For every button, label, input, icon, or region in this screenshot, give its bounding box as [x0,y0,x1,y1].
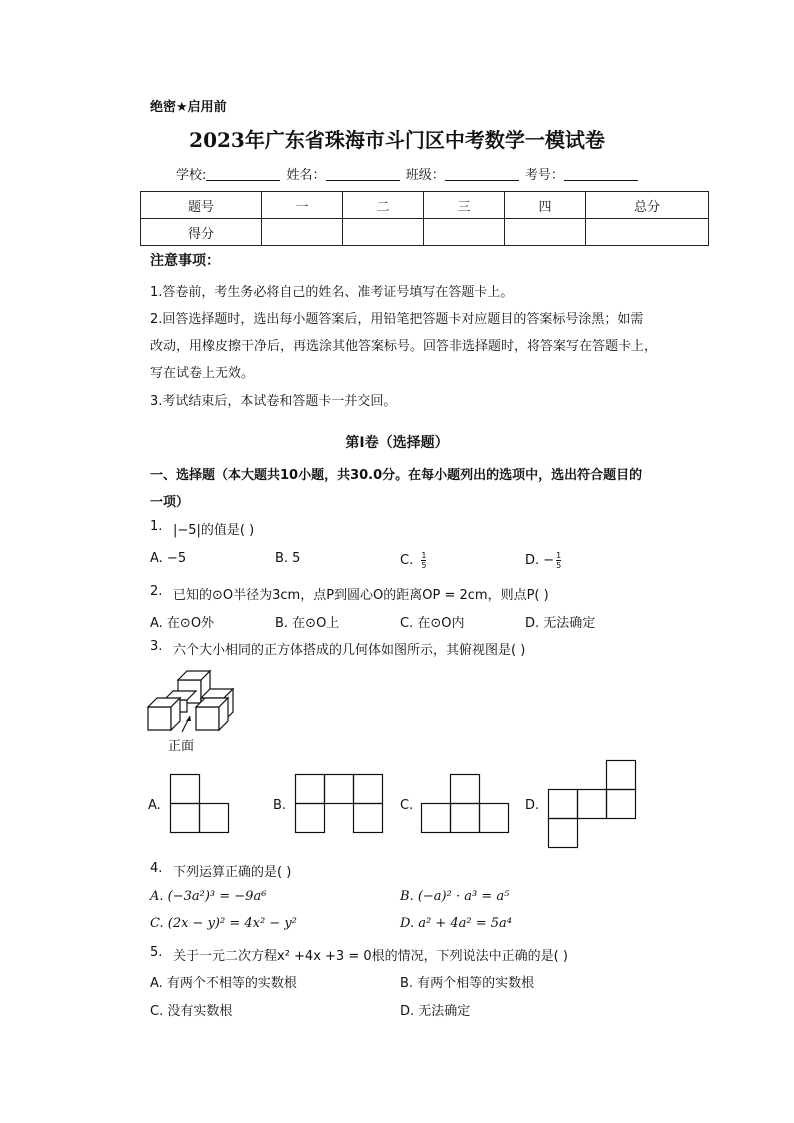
question-stem: |−5|的值是( ) [173,523,255,538]
notice-item: 改动，用橡皮擦干净后，再选涂其他答案标号。回答非选择题时，将答案写在答题卡上， [150,339,658,354]
option-c[interactable]: C. 在⊙O内 [400,616,465,631]
score-table-header-row [141,192,709,219]
fraction-numerator: 1 [556,551,562,560]
question-stem: 关于一元二次方程x² +4x +3 = 0根的情况，下列说法中正确的是( ) [173,949,568,964]
exam-no-label: 考号： [524,168,564,183]
score-table-score-row [141,219,709,246]
table-cell: 四 [505,192,586,219]
front-view-label: 正面 [168,739,195,754]
table-cell: 一 [262,192,343,219]
exam-title: 2023年广东省珠海市斗门区中考数学一模试卷 [189,128,605,152]
option-a[interactable]: A. (−3a²)³ = −9a⁶ [150,889,267,904]
option-c[interactable] [400,551,426,570]
cube-face [196,707,219,730]
name-blank[interactable] [326,168,400,181]
option-d[interactable] [525,551,561,570]
notice-item: 3.考试结束后，本试卷和答题卡一并交回。 [150,394,397,409]
option-label: D. − [525,553,555,568]
cube-face [148,707,171,730]
question-number: 2. [150,584,163,599]
table-cell: 三 [424,192,505,219]
name-label: 姓名： [286,168,326,183]
option-c[interactable]: C. 没有实数根 [150,1004,233,1019]
question-stem: 已知的⊙O半径为3cm，点P到圆心O的距离OP = 2cm，则点P( ) [173,588,549,603]
question-number: 5. [150,945,163,960]
score-table [140,191,709,246]
question-stem: 六个大小相同的正方体搭成的几何体如图所示，其俯视图是( ) [173,643,526,658]
option-c[interactable]: C. [400,798,414,813]
notice-item: 1.答卷前，考生务必将自己的姓名、准考证号填写在答题卡上。 [150,285,514,300]
class-label: 班级： [405,168,445,183]
notice-item: 写在试卷上无效。 [150,366,255,381]
option-d[interactable]: D. [525,798,540,813]
option-b[interactable]: B. [273,798,287,813]
option-label: C. [400,553,414,568]
class-blank[interactable] [445,168,519,181]
option-b[interactable]: B. 在⊙O上 [275,616,340,631]
fraction-denominator: 5 [556,561,562,570]
score-cell[interactable] [586,219,709,246]
question-number: 4. [150,861,163,876]
option-d[interactable]: D. a² + 4a² = 5a⁴ [400,916,512,931]
option-d-figure[interactable] [548,760,638,850]
option-c[interactable]: C. (2x − y)² = 4x² − y² [150,916,297,931]
school-blank[interactable] [206,168,280,181]
score-cell[interactable] [262,219,343,246]
fraction-denominator: 5 [421,561,427,570]
table-cell: 得分 [141,219,262,246]
fraction-numerator: 1 [421,551,427,560]
option-c-figure[interactable] [421,774,511,834]
notice-title: 注意事项： [150,253,220,269]
score-cell[interactable] [505,219,586,246]
option-b[interactable]: B. 5 [275,551,301,566]
score-cell[interactable] [343,219,424,246]
section-instruction: 一项） [150,495,190,510]
question-stem: 下列运算正确的是( ) [173,865,292,880]
option-a[interactable]: A. 有两个不相等的实数根 [150,976,297,991]
section-title: 第Ⅰ卷（选择题） [345,435,449,451]
exam-no-blank[interactable] [564,168,638,181]
question-number: 1. [150,519,163,534]
option-d[interactable]: D. 无法确定 [400,1004,471,1019]
question-number: 3. [150,639,163,654]
option-a[interactable]: A. 在⊙O外 [150,616,215,631]
notice-item: 2.回答选择题时，选出每小题答案后，用铅笔把答题卡对应题目的答案标号涂黑；如需 [150,312,644,327]
option-a-figure[interactable] [170,774,230,834]
table-cell: 题号 [141,192,262,219]
table-cell: 总分 [586,192,709,219]
score-cell[interactable] [424,219,505,246]
school-label: 学校: [176,168,207,183]
secret-label: 绝密★启用前 [150,100,227,115]
option-b[interactable]: B. (−a)² · a³ = a⁵ [400,889,510,904]
fraction [421,551,426,570]
option-a[interactable]: A. −5 [150,551,187,566]
fraction [556,551,561,570]
table-cell: 二 [343,192,424,219]
option-b-figure[interactable] [295,774,385,834]
option-a[interactable]: A. [148,798,161,813]
option-d[interactable]: D. 无法确定 [525,616,596,631]
option-b[interactable]: B. 有两个相等的实数根 [400,976,535,991]
cube-stack-figure [146,664,246,734]
student-info-line [176,164,640,183]
section-instruction: 一、选择题（本大题共10小题，共30.0分。在每小题列出的选项中，选出符合题目的 [150,468,643,483]
